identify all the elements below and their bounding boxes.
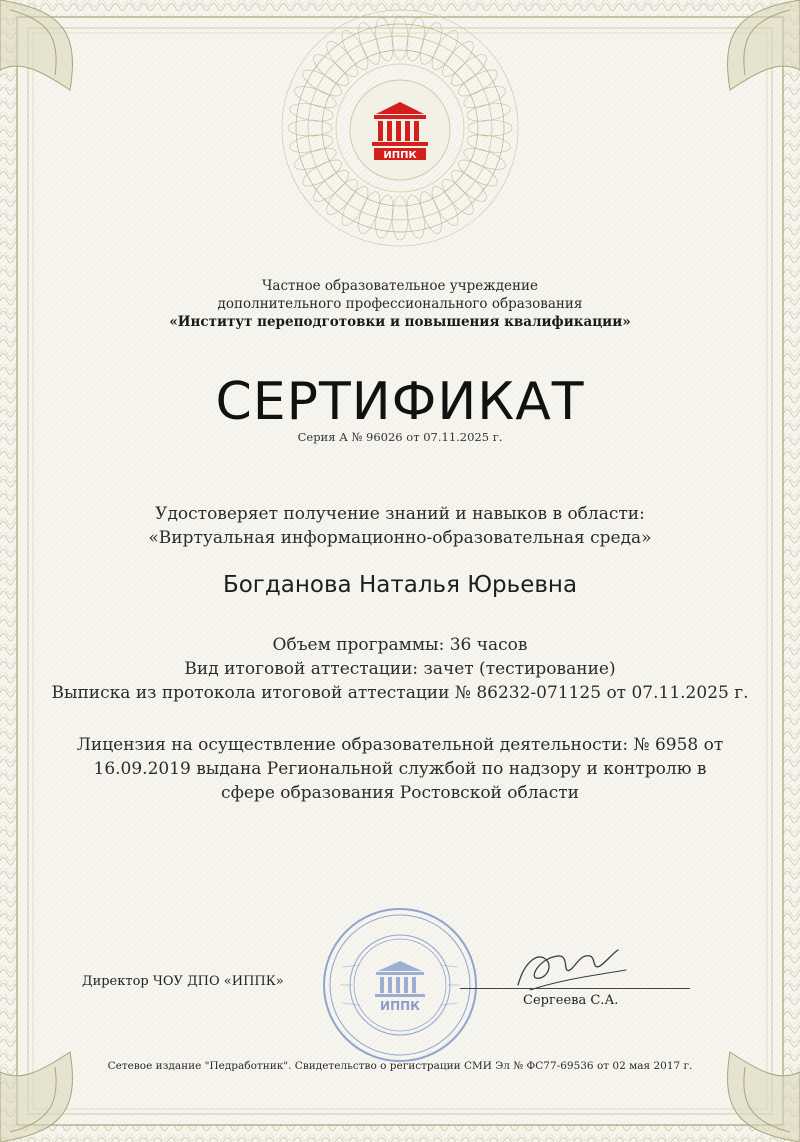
protocol-extract: Выписка из протокола итоговой аттестации № 86232-071125 от 07.11.2025 г. xyxy=(51,683,749,703)
certificate-title: СЕРТИФИКАТ xyxy=(215,372,585,432)
certificate-series: Серия А № 96026 от 07.11.2025 г. xyxy=(297,430,503,444)
recipient-name: Богданова Наталья Юрьевна xyxy=(222,572,578,598)
org-line-2: дополнительного профессионального образования xyxy=(217,296,583,312)
certifies-text: Удостоверяет получение знаний и навыков в области: xyxy=(155,504,645,524)
org-line-1: Частное образовательное учреждение xyxy=(262,278,538,294)
program-hours: Объем программы: 36 часов xyxy=(272,635,528,655)
license-text: Лицензия на осуществление образовательной деятельности: № 6958 от 16.09.2019 выдана Региональной службой по надзору и контролю в сфере образования Ростовской области xyxy=(76,735,724,803)
building-logo-icon xyxy=(340,70,460,190)
field-of-study: «Виртуальная информационно-образовательная среда» xyxy=(148,528,652,548)
org-name: «Институт переподготовки и повышения квалификации» xyxy=(169,314,631,330)
director-position: Директор ЧОУ ДПО «ИППК» xyxy=(82,974,284,989)
stamp-seal-icon xyxy=(320,905,480,1065)
svg-text:ИППК: ИППК xyxy=(380,999,420,1013)
handwritten-signature-icon xyxy=(500,940,630,1000)
footer-registration: Сетевое издание "Педработник". Свидетельство о регистрации СМИ Эл № ФС77-69536 от 02 мая 2017 г. xyxy=(107,1060,693,1072)
signer-name: Сергеева С.А. xyxy=(523,993,619,1008)
svg-text:ИППК: ИППК xyxy=(383,150,417,161)
attestation-type: Вид итоговой аттестации: зачет (тестирование) xyxy=(184,659,616,679)
